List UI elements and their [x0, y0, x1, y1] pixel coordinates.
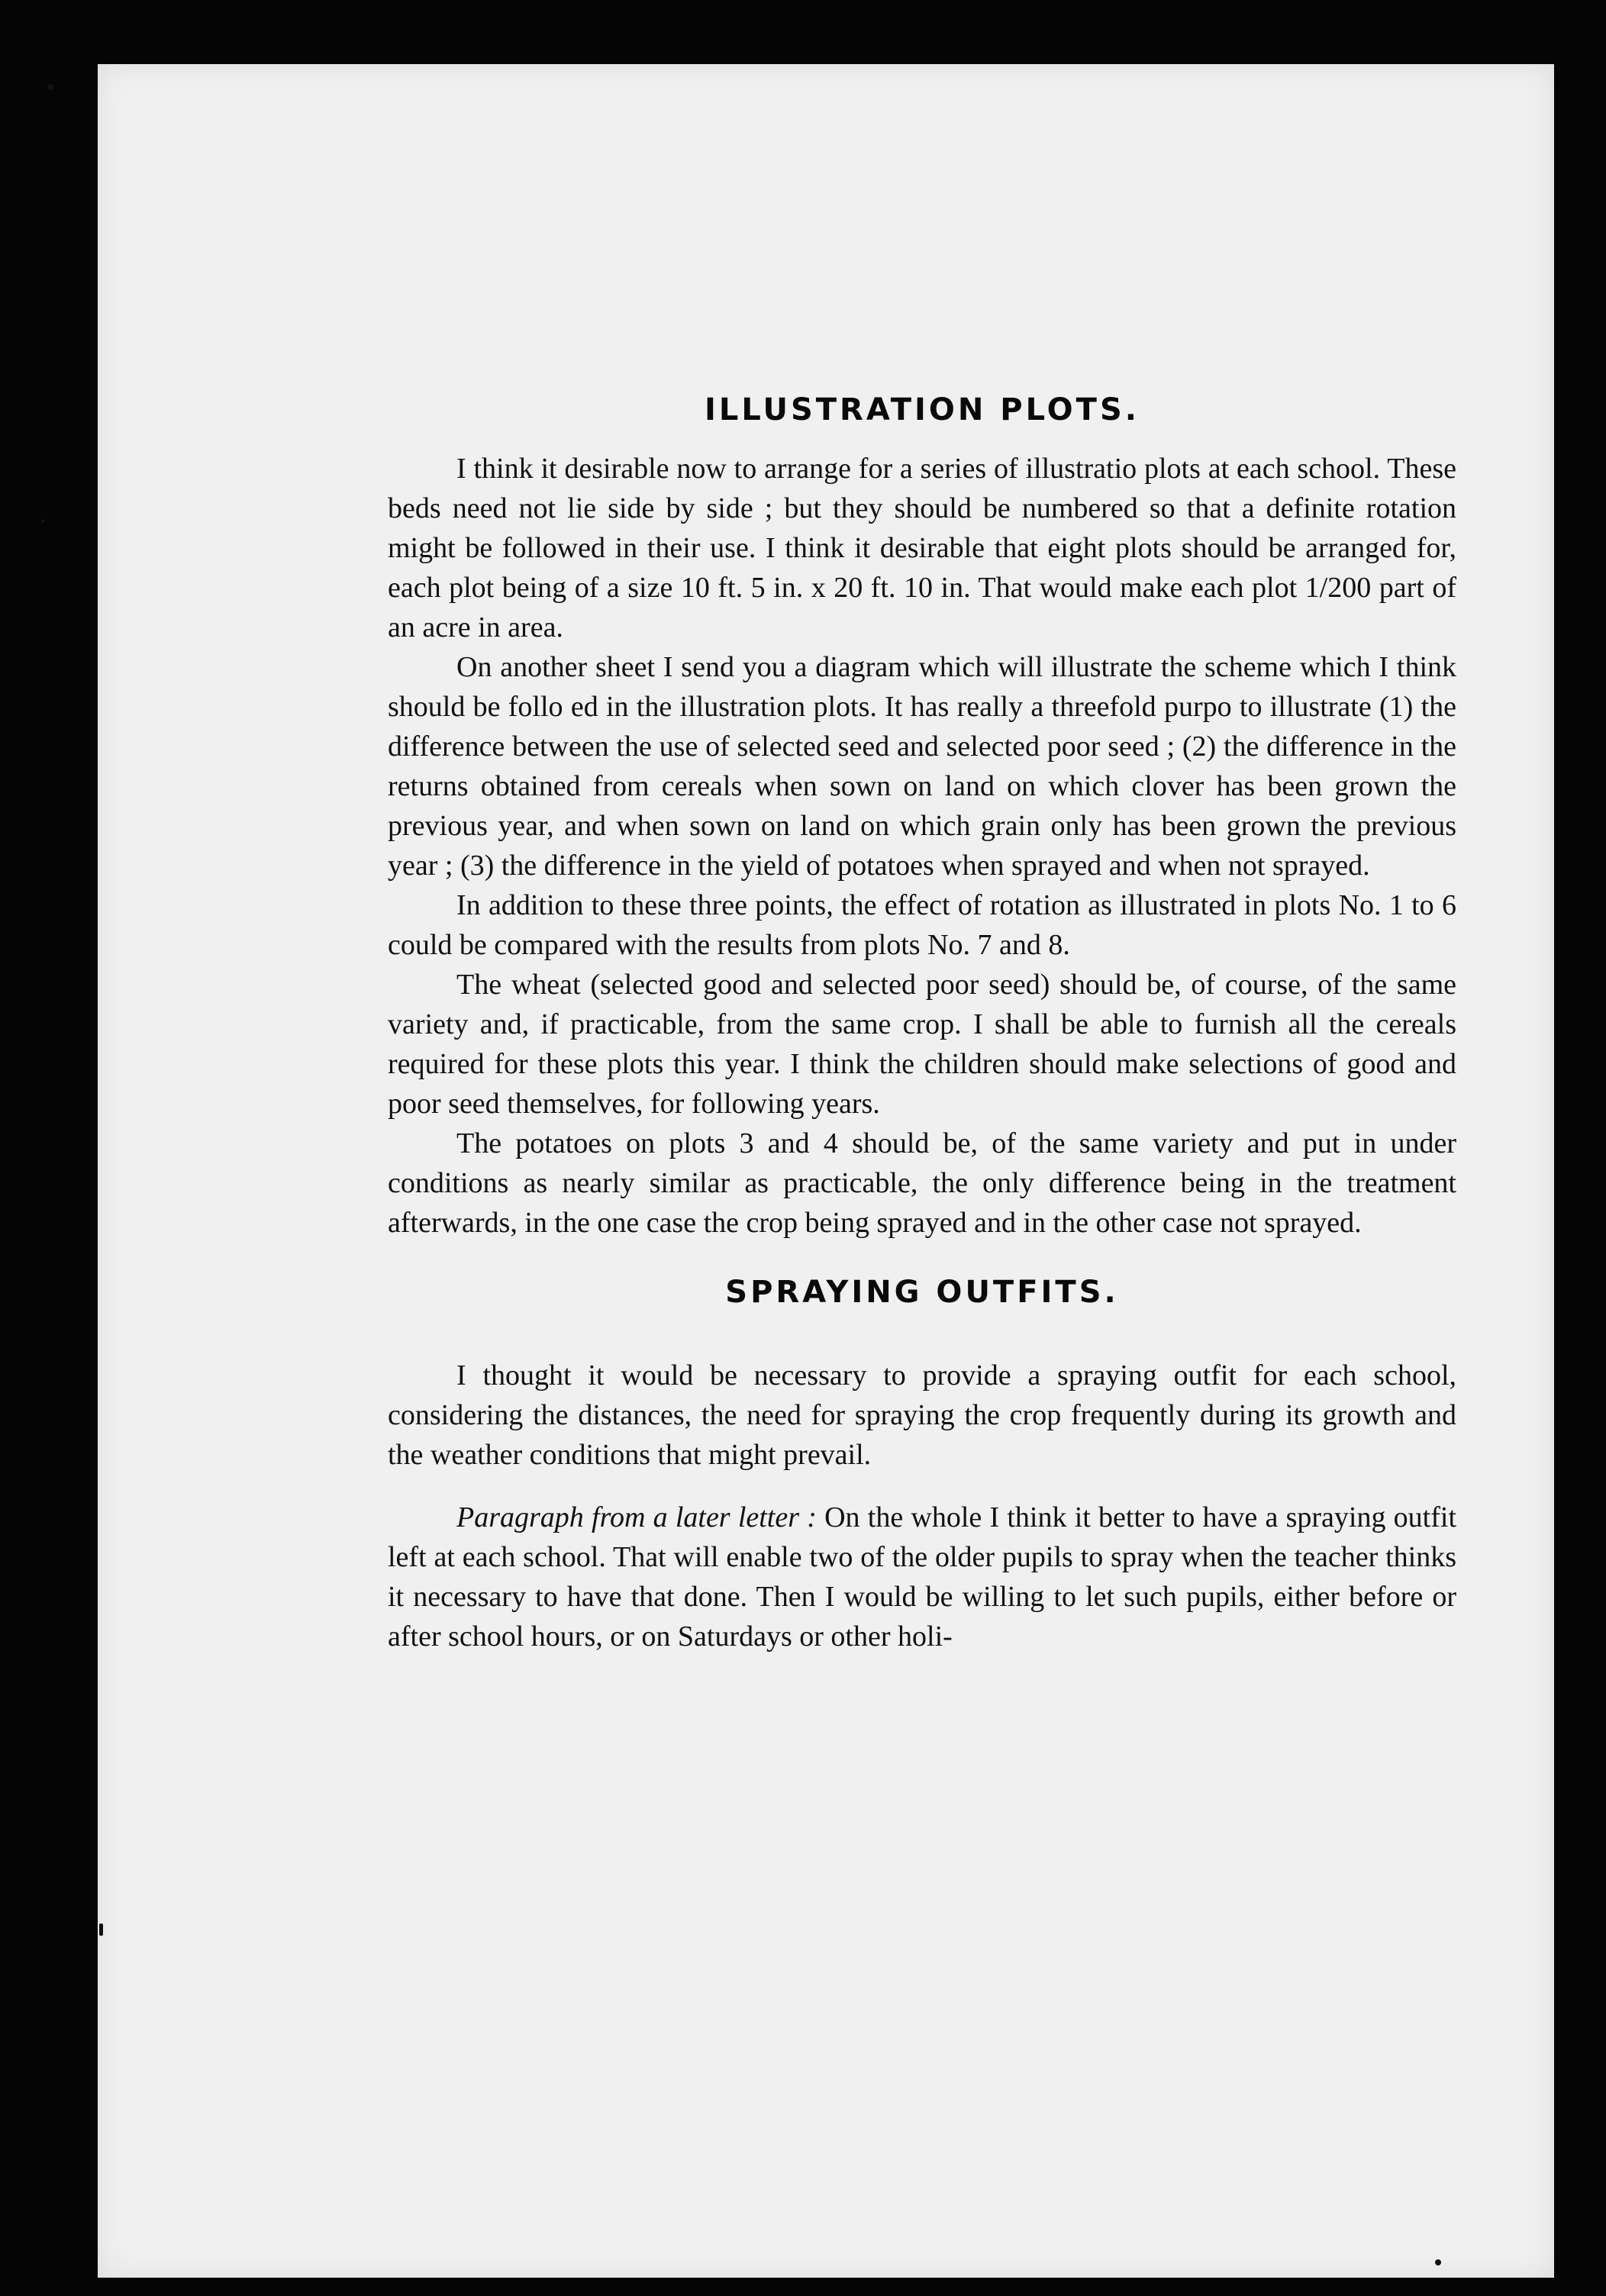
scan-speck: [1435, 2259, 1441, 2265]
scan-speck: [47, 84, 53, 90]
paragraph-7-lead: Paragraph from a later letter :: [456, 1501, 817, 1533]
scan-speck: [99, 1924, 103, 1936]
page-content: [388, 331, 1456, 1656]
paragraph-5: The potatoes on plots 3 and 4 should be, of the same variety and put in under conditions as nearly similar as practicable, the only difference being in the treatment afterwards, in the one case the crop being sprayed and in the other case not sprayed.: [388, 1127, 1456, 1239]
heading-illustration-plots: ILLUSTRATION PLOTS.: [705, 392, 1140, 427]
document-page: [98, 64, 1554, 2278]
paragraph-7: [388, 1498, 1456, 1656]
paragraph-6: I thought it would be necessary to provide a spraying outfit for each school, considering the distances, the need for spraying the crop frequently during its growth and the weather conditions that might prevail.: [388, 1359, 1456, 1471]
scan-speck: [41, 519, 45, 523]
heading-spraying-outfits: SPRAYING OUTFITS.: [725, 1275, 1119, 1310]
paragraph-7-body: On the whole I think it better to have a spraying outfit left at each school. That will enable two of the older pupils to spray when the teacher thinks it necessary to have that done. Then I would be willing to let such pupils, either before or after school hours, or on Saturdays or other holi-: [388, 1501, 1456, 1653]
paragraph-3: In addition to these three points, the effect of rotation as illustrated in plots No. 1 to 6 could be compared with the results from plots No. 7 and 8.: [388, 889, 1456, 961]
paragraph-2: On another sheet I send you a diagram which will illustrate the scheme which I think should be follo ed in the illustration plots. It has really a threefold purpo to illustrate (1) the difference between the use of selected seed and selected poor seed ; (2) the difference in the returns obtained from cereals when sown on land on which clover has been grown the previous year, and when sown on land on which grain only has been grown the previous year ; (3) the difference in the yield of potatoes when sprayed and when not sprayed.: [388, 651, 1456, 882]
paragraph-1: I think it desirable now to arrange for a series of illustratio plots at each school. These beds need not lie side by side ; but they should be numbered so that a definite rotation might be followed in their use. I think it desirable that eight plots should be arranged for, each plot being of a size 10 ft. 5 in. x 20 ft. 10 in. That would make each plot 1/200 part of an acre in area.: [388, 453, 1456, 643]
paragraph-4: The wheat (selected good and selected poor seed) should be, of course, of the same variety and, if practicable, from the same crop. I shall be able to furnish all the cereals required for these plots this year. I think the children should make selections of good and poor seed themselves, for following years.: [388, 969, 1456, 1120]
